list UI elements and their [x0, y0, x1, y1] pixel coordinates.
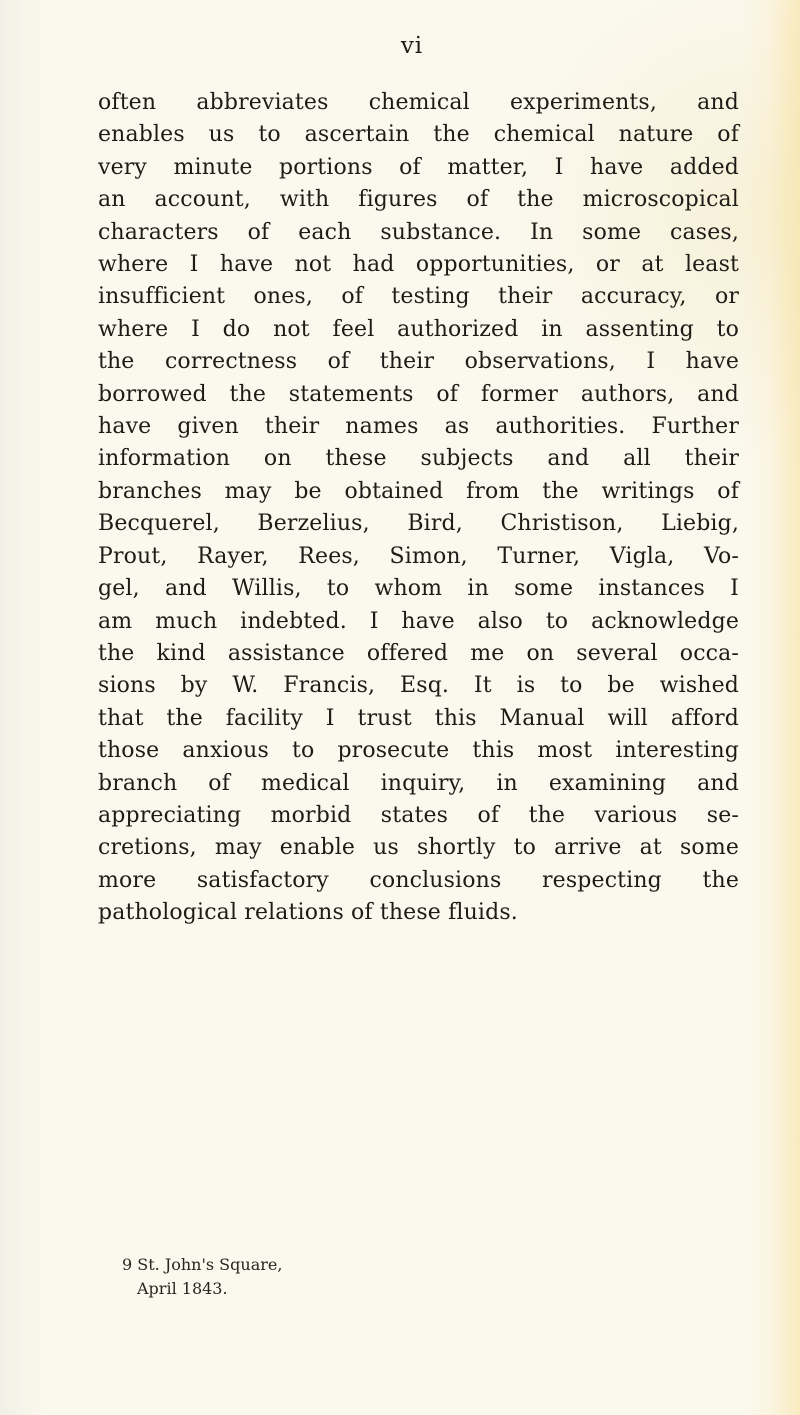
text-line: Prout, Rayer, Rees, Simon, Turner, Vigla, Vo-	[98, 543, 739, 569]
text-line: cretions, may enable us shortly to arrive at some	[98, 835, 739, 861]
text-line: insufficient ones, of testing their accuracy, or	[98, 284, 739, 310]
text-line: have given their names as authorities. Further	[98, 414, 739, 440]
preface-paragraph	[98, 87, 739, 930]
text-line: am much indebted. I have also to acknowledge	[98, 608, 739, 634]
text-line: the kind assistance offered me on several occa-	[98, 640, 739, 666]
signature-date: April 1843.	[137, 1279, 228, 1298]
text-line: Becquerel, Berzelius, Bird, Christison, Liebig,	[98, 511, 739, 537]
text-line: very minute portions of matter, I have added	[98, 154, 739, 180]
page-number: vi	[400, 33, 424, 59]
text-line: that the facility I trust this Manual will afford	[98, 705, 739, 731]
text-line: gel, and Willis, to whom in some instances I	[98, 576, 739, 602]
text-line: those anxious to prosecute this most interesting	[98, 738, 739, 764]
text-line: borrowed the statements of former authors, and	[98, 381, 739, 407]
text-line: branches may be obtained from the writings of	[98, 478, 739, 504]
text-line: pathological relations of these fluids.	[98, 900, 518, 926]
signature-address: 9 St. John's Square,	[122, 1255, 283, 1274]
text-line: enables us to ascertain the chemical nature of	[98, 122, 739, 148]
text-line: an account, with figures of the microscopical	[98, 187, 739, 213]
signature-block	[122, 1253, 282, 1301]
text-line: the correctness of their observations, I have	[98, 349, 739, 375]
text-line: more satisfactory conclusions respecting the	[98, 867, 739, 893]
text-line: information on these subjects and all their	[98, 446, 739, 472]
text-line: where I have not had opportunities, or at least	[98, 252, 739, 278]
text-line: characters of each substance. In some cases,	[98, 219, 739, 245]
text-line: appreciating morbid states of the various se-	[98, 802, 739, 828]
text-line: where I do not feel authorized in assenting to	[98, 316, 739, 342]
page-edge	[770, 0, 800, 1415]
text-line: sions by W. Francis, Esq. It is to be wished	[98, 673, 739, 699]
text-line: often abbreviates chemical experiments, and	[98, 90, 739, 115]
text-line: branch of medical inquiry, in examining and	[98, 770, 739, 796]
